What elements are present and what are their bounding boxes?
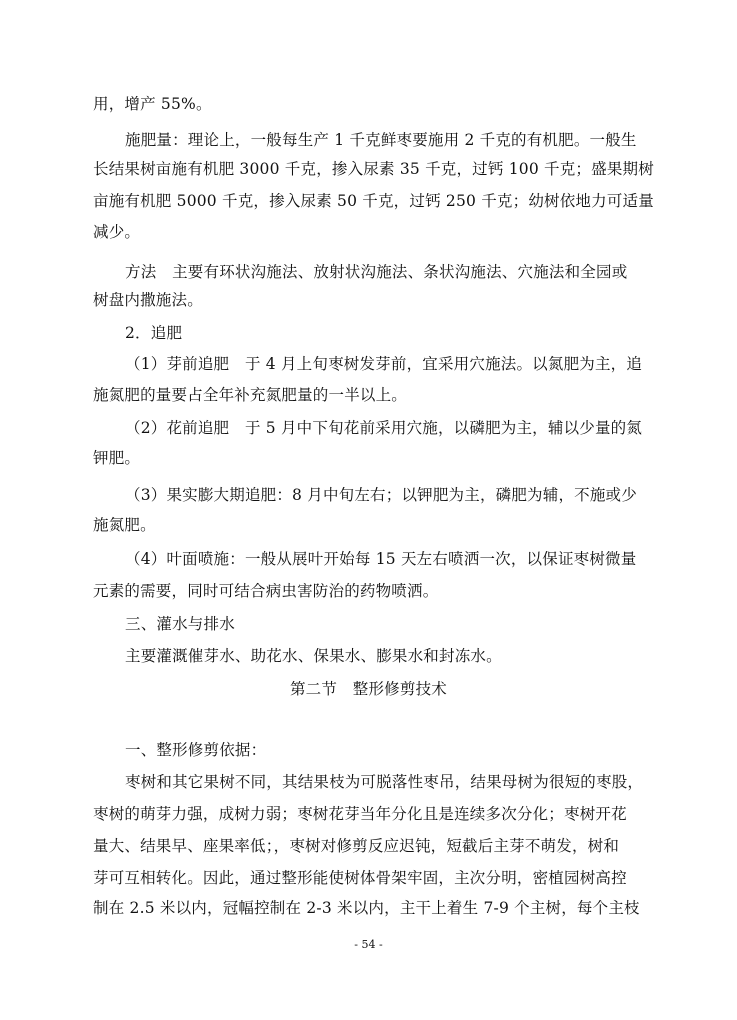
text-line: 芽可互相转化。因此，通过整形能使树体骨架牢固，主次分明，密植园树高控	[93, 869, 627, 887]
text-line: 枣树的萌芽力强，成树力弱；枣树花芽当年分化且是连续多次分化；枣树开花	[93, 805, 627, 823]
text-line: 施氮肥。	[93, 516, 156, 534]
text-line: 施肥量：理论上，一般每生产 1 千克鲜枣要施用 2 千克的有机肥。一般生	[125, 131, 637, 149]
text-line: （1）芽前追肥 于 4 月上旬枣树发芽前，宜采用穴施法。以氮肥为主，追	[125, 355, 643, 373]
section-title: 第二节 整形修剪技术	[289, 680, 447, 698]
text-line: 减少。	[93, 223, 141, 241]
page-number: - 54 -	[354, 938, 383, 951]
section-heading: 一、整形修剪依据：	[125, 741, 267, 759]
text-line: 树盘内撒施法。	[93, 291, 203, 309]
text-line: 枣树和其它果树不同，其结果枝为可脱落性枣吊，结果母树为很短的枣股，	[125, 773, 644, 791]
text-line: （4）叶面喷施：一般从展叶开始每 15 天左右喷洒一次，以保证枣树微量	[125, 550, 637, 568]
text-line: 制在 2.5 米以内，冠幅控制在 2-3 米以内，主干上着生 7-9 个主树，每个主枝	[93, 899, 640, 917]
text-line: 亩施有机肥 5000 千克，掺入尿素 50 千克，过钙 250 千克；幼树依地力可适量	[93, 192, 654, 210]
text-line: 长结果树亩施有机肥 3000 千克，掺入尿素 35 千克，过钙 100 千克；盛果期树	[93, 160, 654, 178]
text-line: （2）花前追肥 于 5 月中下旬花前采用穴施，以磷肥为主，辅以少量的氮	[125, 419, 643, 437]
text-line: 主要灌溉催芽水、助花水、保果水、膨果水和封冻水。	[125, 647, 502, 665]
subheading: 2．追肥	[125, 324, 183, 342]
text-line: 用，增产 55%。	[93, 95, 212, 113]
text-line: 方法 主要有环状沟施法、放射状沟施法、条状沟施法、穴施法和全园或	[125, 263, 628, 281]
text-line: 量大、结果早、座果率低；，枣树对修剪反应迟钝，短截后主芽不萌发，树和	[93, 837, 620, 855]
text-line: 钾肥。	[93, 449, 141, 467]
section-heading: 三、灌水与排水	[125, 615, 235, 633]
text-line: 元素的需要，同时可结合病虫害防治的药物喷洒。	[93, 582, 439, 600]
text-line: 施氮肥的量要占全年补充氮肥量的一半以上。	[93, 386, 408, 404]
text-line: （3）果实膨大期追肥：8 月中旬左右；以钾肥为主，磷肥为辅，不施或少	[125, 486, 637, 504]
